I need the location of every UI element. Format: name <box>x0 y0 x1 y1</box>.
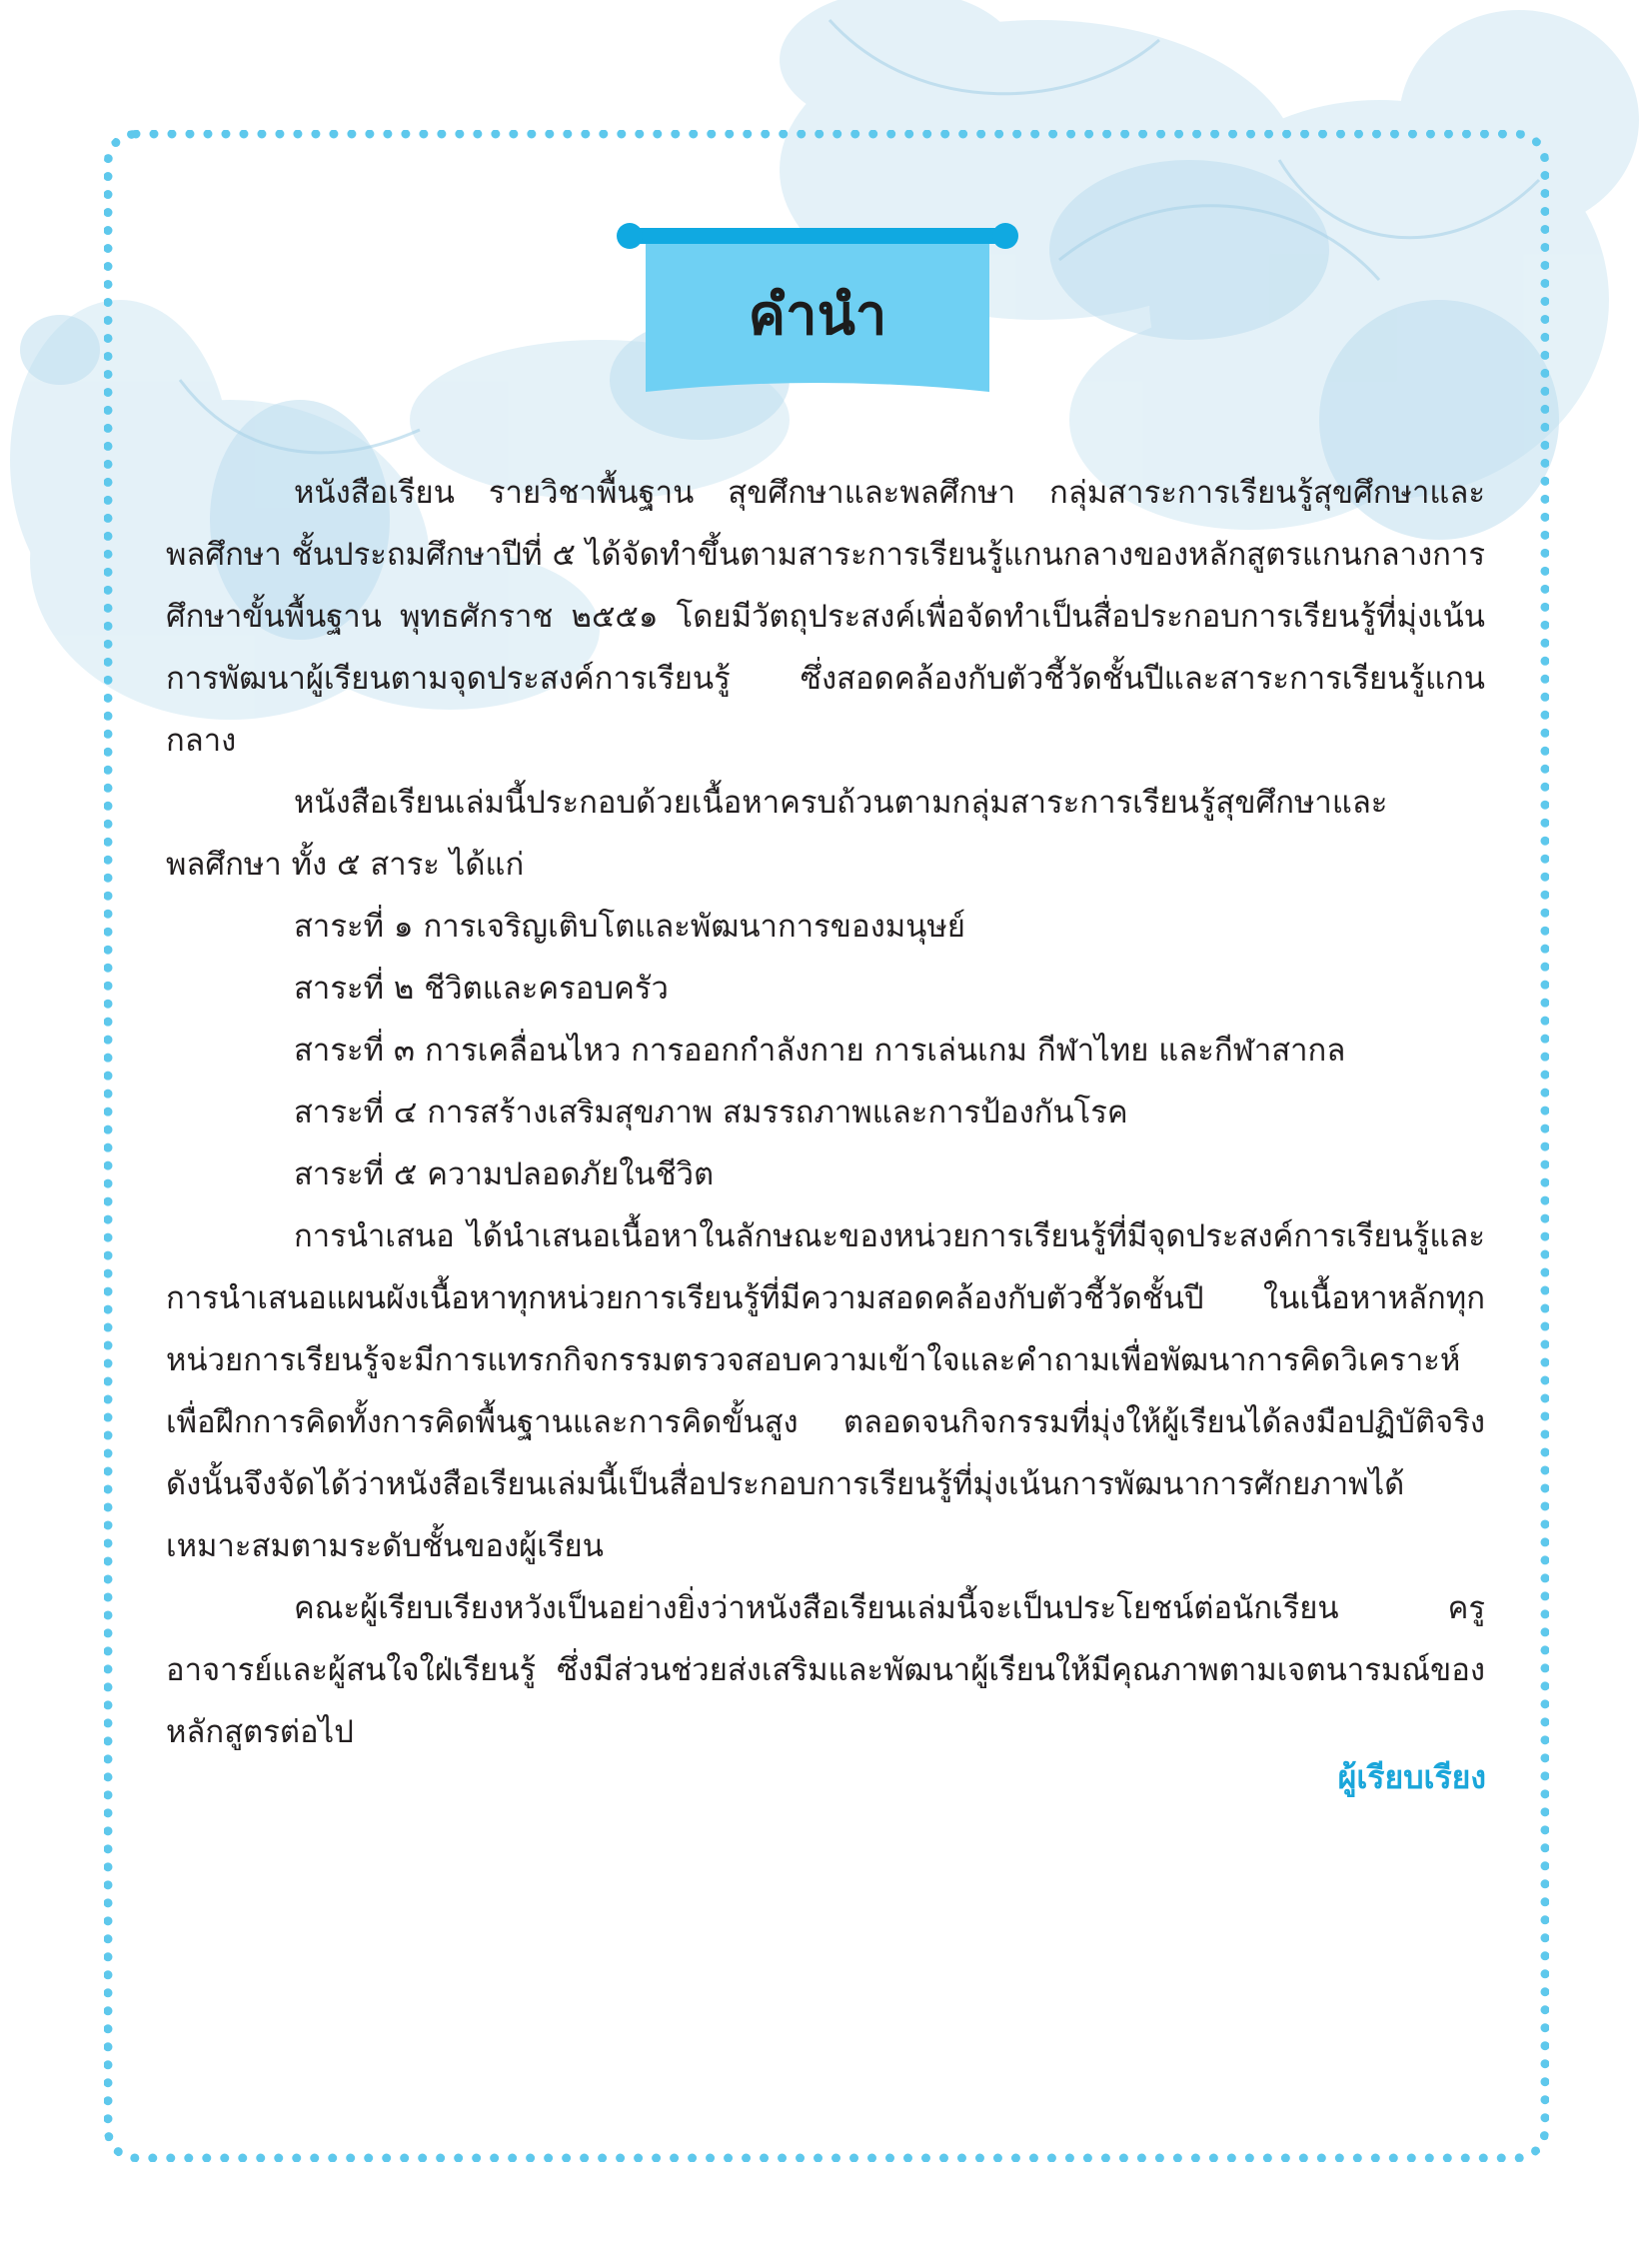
closing-paragraph: คณะผู้เรียบเรียงหวังเป็นอย่างยิ่งว่าหนังสือเรียนเล่มนี้จะเป็นประโยชน์ต่อนักเรียน ครู อาจารย์และผู้สนใจใฝ่เรียนรู้ ซึ่งมีส่วนช่วยส่งเสริมและพัฒนาผู้เรียนให้มีคุณภาพตามเจตนารมณ์ของหลักสูตรต่อไป <box>166 1590 1485 1750</box>
strand-item-2: สาระที่ ๒ ชีวิตและครอบครัว <box>294 971 669 1007</box>
strand-item-1: สาระที่ ๑ การเจริญเติบโตและพัฒนาการของมนุษย์ <box>294 909 965 945</box>
strand-item-3: สาระที่ ๓ การเคลื่อนไหว การออกกำลังกาย การเล่นเกม กีฬาไทย และกีฬาสากล <box>294 1033 1346 1069</box>
intro-paragraph-1: หนังสือเรียน รายวิชาพื้นฐาน สุขศึกษาและพลศึกษา กลุ่มสาระการเรียนรู้สุขศึกษาและพลศึกษา ชั้นประถมศึกษาปีที่ ๕ ได้จัดทำขึ้นตามสาระการเรียนรู้แกนกลางของหลักสูตรแกนกลางการศึกษาขั้นพื้นฐาน พุทธศักราช ๒๕๕๑ โดยมีวัตถุประสงค์เพื่อจัดทำเป็นสื่อประกอบการเรียนรู้ที่มุ่งเน้นการพัฒนาผู้เรียนตามจุดประสงค์การเรียนรู้ ซึ่งสอดคล้องกับตัวชี้วัดชั้นปีและสาระการเรียนรู้แกนกลาง <box>166 475 1485 759</box>
presentation-paragraph: การนำเสนอ ได้นำเสนอเนื้อหาในลักษณะของหน่วยการเรียนรู้ที่มีจุดประสงค์การเรียนรู้และการนำเสนอแผนผังเนื้อหาทุกหน่วยการเรียนรู้ที่มีความสอดคล้องกับตัวชี้วัดชั้นปี ในเนื้อหาหลักทุกหน่วยการเรียนรู้จะมีการแทรกกิจกรรมตรวจสอบความเข้าใจและคำถามเพื่อพัฒนาการคิดวิเคราะห์เพื่อฝึกการคิดทั้งการคิดพื้นฐานและการคิดขั้นสูง ตลอดจนกิจกรรมที่มุ่งให้ผู้เรียนได้ลงมือปฏิบัติจริง ดังนั้นจึงจัดได้ว่าหนังสือเรียนเล่มนี้เป็นสื่อประกอบการเรียนรู้ที่มุ่งเน้นการพัฒนาการศักยภาพได้เหมาะสมตามระดับชั้นของผู้เรียน <box>166 1218 1485 1564</box>
strand-item-4: สาระที่ ๔ การสร้างเสริมสุขภาพ สมรรถภาพและการป้องกันโรค <box>294 1095 1128 1130</box>
preface-body <box>166 462 1485 1763</box>
author-signature: ผู้เรียบเรียง <box>1337 1758 1486 1796</box>
page-title: คำนำ <box>748 283 887 348</box>
title-banner <box>616 214 1019 404</box>
intro-paragraph-2: หนังสือเรียนเล่มนี้ประกอบด้วยเนื้อหาครบถ้วนตามกลุ่มสาระการเรียนรู้สุขศึกษาและพลศึกษา ทั้ง ๕ สาระ ได้แก่ <box>166 785 1388 883</box>
strand-item-5: สาระที่ ๕ ความปลอดภัยในชีวิต <box>294 1156 715 1192</box>
